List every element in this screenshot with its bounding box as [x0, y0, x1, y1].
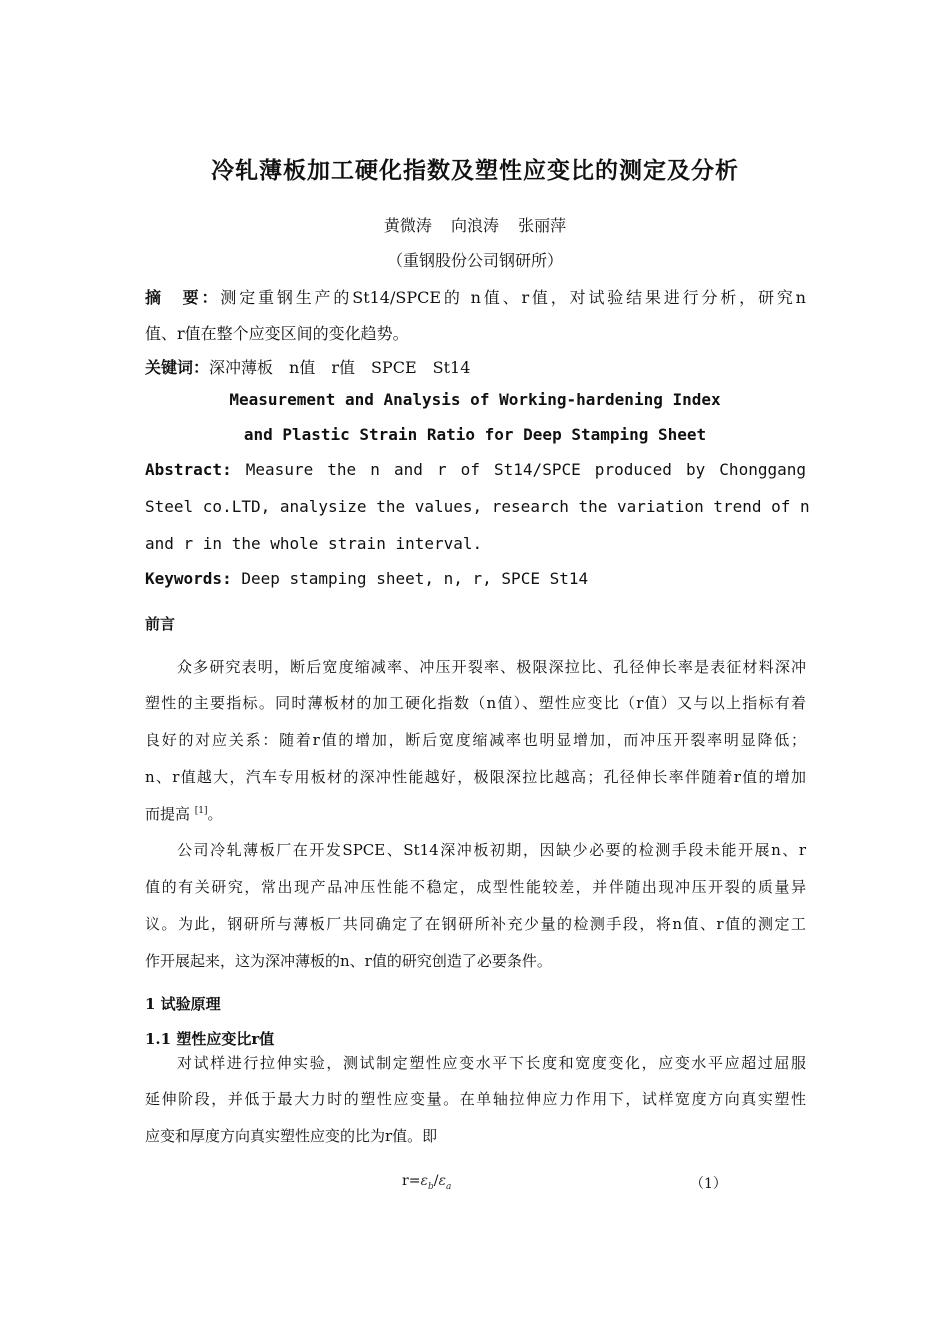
- preface-p1-period: 。: [207, 805, 223, 823]
- preface-p1-line-1: 众多研究表明，断后宽度缩减率、冲压开裂率、极限深拉比、孔径伸长率是表征材料深冲: [177, 658, 806, 676]
- abstract-cn-line-1: [145, 285, 806, 308]
- preface-p2-line-2: 值的有关研究，常出现产品冲压性能不稳定，成型性能较差，并伴随出现冲压开裂的质量异: [145, 878, 806, 896]
- authors: 黄微涛 向浪涛 张丽萍: [383, 216, 567, 235]
- preface-p1-line-4: n、r值越大，汽车专用板材的深冲性能越好，极限深拉比越高；孔径伸长率伴随着r值的增加: [145, 768, 806, 786]
- abstract-en-line-1: [145, 460, 806, 479]
- abstract-en-label: Abstract:: [145, 460, 232, 479]
- preface-p1-end-text: 而提高: [145, 805, 191, 823]
- preface-p2-line-3: 议。为此，钢研所与薄板厂共同确定了在钢研所补充少量的检测手段，将n值、r值的测定工: [145, 915, 806, 933]
- formula-epsilon-b: ε: [420, 1173, 428, 1189]
- keywords-cn-label: 关键词：: [145, 358, 210, 377]
- abstract-cn-text-1: 测定重钢生产的St14/SPCE的 n值、r值，对试验结果进行分析，研究n: [220, 288, 806, 307]
- paper-title: 冷轧薄板加工硬化指数及塑性应变比的测定及分析: [211, 157, 739, 184]
- preface-p2-line-4: 作开展起来，这为深冲薄板的n、r值的研究创造了必要条件。: [145, 952, 552, 970]
- keywords-en-label: Keywords:: [145, 569, 232, 588]
- english-title-line-1: Measurement and Analysis of Working-hardening Index: [229, 390, 721, 409]
- section-1-1-heading: 1.1 塑性应变比r值: [145, 1030, 275, 1048]
- preface-heading: 前言: [145, 615, 176, 633]
- abstract-en-text-1: Measure the n and r of St14/SPCE produced by Chonggang: [231, 460, 806, 479]
- english-title-line-2: and Plastic Strain Ratio for Deep Stamping Sheet: [243, 425, 707, 444]
- formula-sub-a: a: [445, 1181, 452, 1192]
- keywords-en: [145, 569, 806, 588]
- preface-p2-line-1: 公司冷轧薄板厂在开发SPCE、St14深冲板初期，因缺少必要的检测手段未能开展n、r: [177, 841, 806, 859]
- section-1-1-line-3: 应变和厚度方向真实塑性应变的比为r值。即: [145, 1127, 438, 1145]
- keywords-cn-text: 深冲薄板 n值 r值 SPCE St14: [209, 358, 471, 377]
- preface-p1-line-2: 塑性的主要指标。同时薄板材的加工硬化指数（n值）、塑性应变比（r值）又与以上指标有着: [145, 694, 806, 712]
- citation-ref: [1]: [194, 806, 208, 816]
- abstract-cn-label: 摘 要：: [145, 288, 221, 307]
- formula-slash: /: [433, 1173, 439, 1189]
- affiliation: （重钢股份公司钢研所）: [386, 251, 563, 270]
- keywords-cn: [145, 355, 806, 378]
- formula-lhs: r=: [402, 1173, 421, 1189]
- formula-r: [402, 1173, 451, 1192]
- abstract-en-line-2: Steel co.LTD, analysize the values, research the variation trend of n: [145, 497, 810, 516]
- section-1-1-line-2: 延伸阶段，并低于最大力时的塑性应变量。在单轴拉伸应力作用下，试样宽度方向真实塑性: [145, 1090, 806, 1108]
- abstract-cn-line-2: 值、r值在整个应变区间的变化趋势。: [145, 324, 409, 343]
- section-1-heading: 1 试验原理: [145, 995, 221, 1013]
- formula-sub-b: b: [427, 1181, 434, 1192]
- formula-epsilon-a: ε: [438, 1173, 446, 1189]
- keywords-en-text: Deep stamping sheet, n, r, SPCE St14: [231, 569, 589, 588]
- preface-p1-line-5: [145, 803, 806, 824]
- abstract-en-line-3: and r in the whole strain interval.: [145, 534, 483, 553]
- preface-p1-line-3: 良好的对应关系：随着r值的增加，断后宽度缩减率也明显增加，而冲压开裂率明显降低；: [145, 731, 806, 749]
- section-1-1-line-1: 对试样进行拉伸实验，测试制定塑性应变水平下长度和宽度变化，应变水平应超过屈服: [177, 1054, 806, 1072]
- formula-number: （1）: [690, 1176, 727, 1192]
